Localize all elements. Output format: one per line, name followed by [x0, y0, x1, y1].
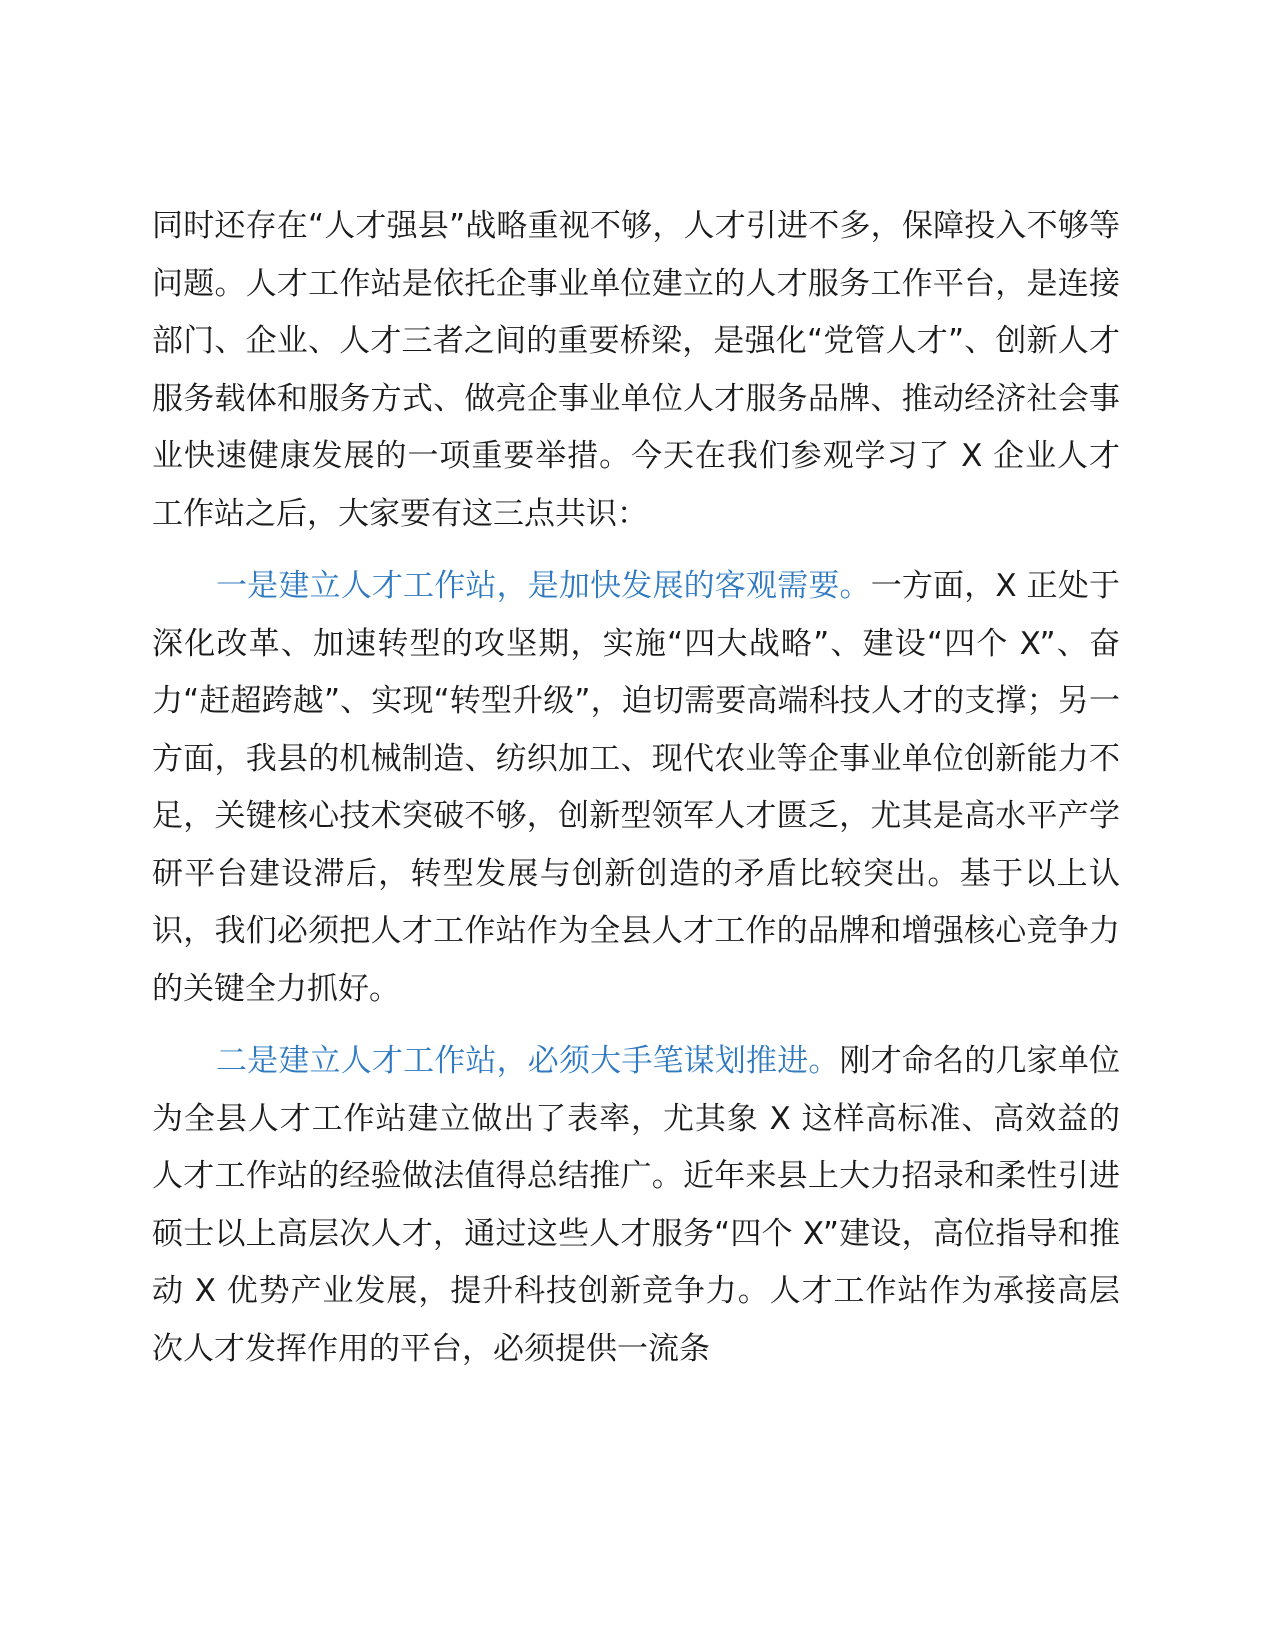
point-two-heading: 二是建立人才工作站，必须大手笔谋划推进。 [216, 1043, 840, 1079]
paragraph-intro-text: 同时还存在“人才强县”战略重视不够，人才引进不多，保障投入不够等问题。人才工作站是依托企事业单位建立的人才服务工作平台，是连接部门、企业、人才三者之间的重要桥梁，是强化“党管人才”、创新人才服务载体和服务方式、做亮企事业单位人才服务品牌、推动经济社会事业快速健康发展的一项重要举措。今天在我们参观学习了 X 企业人才工作站之后，大家要有这三点共识： [152, 208, 1120, 532]
document-page [152, 198, 1120, 1378]
paragraph-point-one [152, 558, 1120, 1018]
point-two-body: 刚才命名的几家单位为全县人才工作站建立做出了表率，尤其象 X 这样高标准、高效益的人才工作站的经验做法值得总结推广。近年来县上大力招录和柔性引进硕士以上高层次人才，通过这些人才服务“四个 X”建设，高位指导和推动 X 优势产业发展，提升科技创新竞争力。人才工作站作为承接高层次人才发挥作用的平台，必须提供一流条 [152, 1043, 1121, 1367]
point-one-heading: 一是建立人才工作站，是加快发展的客观需要。 [216, 568, 871, 604]
paragraph-point-two [152, 1033, 1120, 1378]
point-one-body: 一方面，X 正处于深化改革、加速转型的攻坚期，实施“四大战略”、建设“四个 X”、奋力“赶超跨越”、实现“转型升级”，迫切需要高端科技人才的支撑；另一方面，我县的机械制造、纺织加工、现代农业等企事业单位创新能力不足，关键核心技术突破不够，创新型领军人才匮乏，尤其是高水平产学研平台建设滞后，转型发展与创新创造的矛盾比较突出。基于以上认识，我们必须把人才工作站作为全县人才工作的品牌和增强核心竞争力的关键全力抓好。 [152, 568, 1121, 1007]
paragraph-intro [152, 198, 1120, 543]
